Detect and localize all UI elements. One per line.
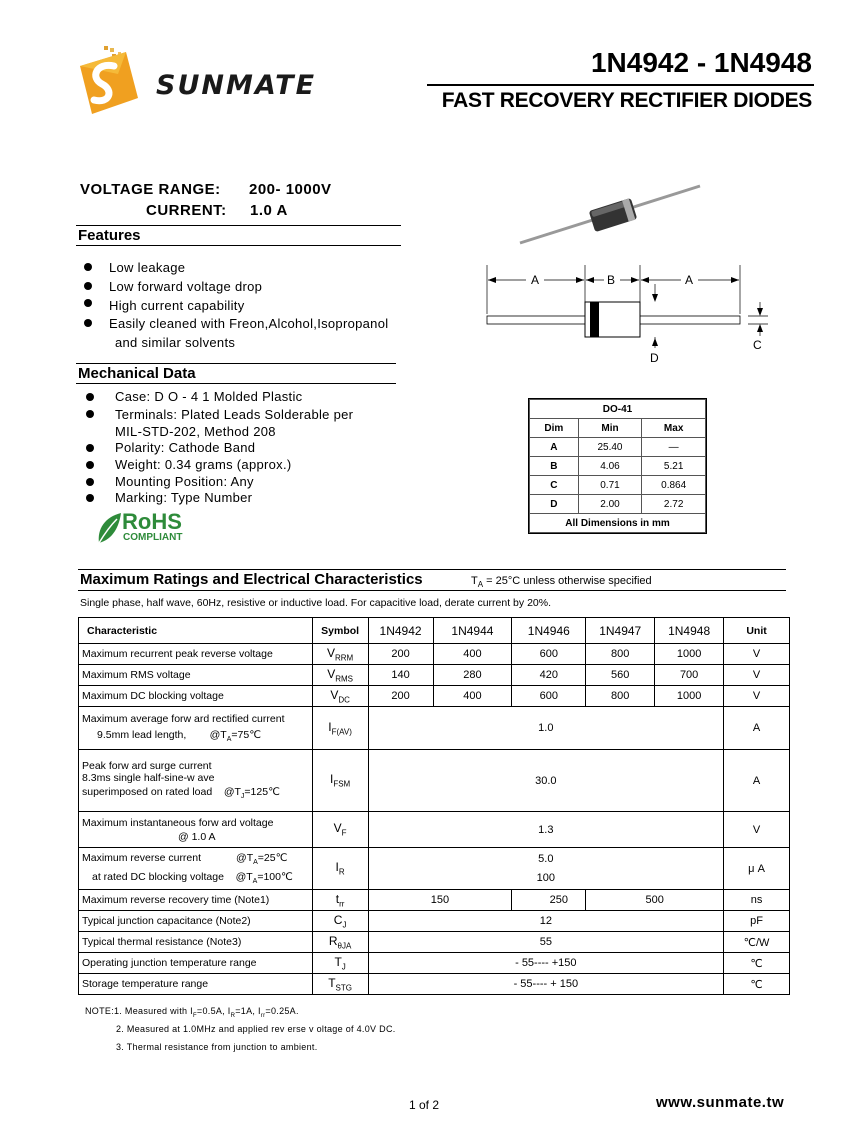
voltage-range-value: 200- 1000V: [249, 181, 332, 198]
mechanical-item: Mounting Position: Any: [115, 474, 254, 489]
ratings-rule: [78, 590, 786, 591]
dim-label-a2: A: [685, 273, 694, 287]
brand-logo: [66, 44, 336, 124]
ratings-condition: $T_A = 25^\circ C$ unless otherwise specified: [471, 575, 652, 590]
voltage-range-label: VOLTAGE RANGE:: [80, 181, 221, 198]
feature-item: High current capability: [109, 298, 245, 313]
dimension-diagram: [478, 262, 778, 372]
symbol-tj: $T_J$: [312, 953, 368, 974]
mechanical-item: Weight: 0.34 grams (approx.): [115, 457, 292, 472]
table-row: Maximum average forw ard rectified current 9.5mm lead length, $@T_A=75℃$ $I_{F(AV)}$ 1.0 A: [79, 707, 790, 750]
current-label: CURRENT:: [146, 202, 227, 219]
features-heading: Features: [78, 227, 141, 244]
table-row: Maximum reverse current $@T_A=25℃$ at rated DC blocking voltage $@T_A=100℃$ $I_R$ 5.0 100 μ A: [79, 848, 790, 890]
symbol-ifav: $I_{F(AV)}$: [312, 707, 368, 750]
dim-label-a: A: [531, 273, 540, 287]
bullet-icon: [84, 263, 92, 271]
bullet-icon: [86, 461, 94, 469]
part-number-title: 1N4942 - 1N4948: [590, 47, 812, 78]
symbol-vrrm: $V_{RRM}$: [312, 644, 368, 665]
mechanical-top-rule: [76, 363, 396, 364]
logo-mark-icon: [66, 44, 146, 124]
current-value: 1.0 A: [250, 202, 288, 219]
table-row: Operating junction temperature range $T_J$ - 55---- +150 ℃: [79, 953, 790, 974]
ratings-top-rule: [78, 569, 786, 570]
product-subtitle: FAST RECOVERY RECTIFIER DIODES: [441, 89, 812, 112]
ratings-table: [78, 617, 790, 995]
col-symbol: Symbol: [312, 618, 368, 644]
col-unit: Unit: [724, 618, 790, 644]
features-rule: [76, 245, 401, 246]
mechanical-item: Polarity: Cathode Band: [115, 440, 256, 455]
bullet-icon: [86, 393, 94, 401]
col-part: 1N4947: [586, 618, 655, 644]
brand-name: SUNMATE: [156, 70, 317, 101]
symbol-cj: $C_J$: [312, 911, 368, 932]
dim-col-header: Dim: [530, 419, 579, 438]
dim-label-b: B: [607, 273, 616, 287]
col-part: 1N4942: [368, 618, 433, 644]
symbol-ifsm: $I_{FSM}$: [312, 750, 368, 812]
table-row: Maximum instantaneous forw ard voltage @ 1.0 A $V_F$ 1.3 V: [79, 812, 790, 848]
symbol-vdc: $V_{DC}$: [312, 686, 368, 707]
rohs-badge: [95, 509, 205, 547]
mechanical-rule: [76, 383, 396, 384]
symbol-ir: $I_R$: [312, 848, 368, 890]
rohs-compliant-label: COMPLIANT: [123, 532, 183, 543]
table-row: Typical thermal resistance (Note3) $R_{\theta JA}$ 55 ℃/W: [79, 932, 790, 953]
mechanical-item: Marking: Type Number: [115, 490, 253, 505]
bullet-icon: [86, 410, 94, 418]
symbol-vf: $V_F$: [312, 812, 368, 848]
col-part: 1N4948: [655, 618, 724, 644]
symbol-rth: $R_{\theta JA}$: [312, 932, 368, 953]
website-link[interactable]: www.sunmate.tw: [656, 1094, 785, 1111]
feature-item: Easily cleaned with Freon,Alcohol,Isopropanol: [109, 316, 389, 331]
symbol-trr: $t_{rr}$: [312, 890, 368, 911]
bullet-icon: [84, 319, 92, 327]
dim-label-d: D: [650, 351, 659, 365]
col-part: 1N4944: [433, 618, 512, 644]
bullet-icon: [84, 282, 92, 290]
dim-col-header: Min: [578, 419, 642, 438]
note-2: 2. Measured at 1.0MHz and applied rev erse v oltage of 4.0V DC.: [116, 1024, 396, 1034]
bullet-icon: [86, 494, 94, 502]
dim-col-header: Max: [642, 419, 706, 438]
table-row: B 4.06 5.21: [530, 457, 706, 476]
header-rule: [427, 84, 814, 86]
bullet-icon: [84, 299, 92, 307]
mechanical-item: Case: D O - 4 1 Molded Plastic: [115, 389, 303, 404]
table-row: D 2.00 2.72: [530, 495, 706, 514]
bullet-icon: [86, 444, 94, 452]
spec-rule: [76, 225, 401, 226]
feature-item: Low forward voltage drop: [109, 279, 263, 294]
table-row: Maximum reverse recovery time (Note1) $t_{rr}$ 150 250 500 ns: [79, 890, 790, 911]
note-1: NOTE:1. Measured with $I_F=0.5A$, $I_R=1A$, $I_{rr}=0.25A$.: [85, 1006, 299, 1019]
ratings-note: Single phase, half wave, 60Hz, resistive or inductive load. For capacitive load, derate current by 20%.: [80, 597, 551, 609]
feature-item: Low leakage: [109, 260, 186, 275]
table-row: Maximum recurrent peak reverse voltage $V_{RRM}$ 200 400 600 800 1000 V: [79, 644, 790, 665]
bullet-icon: [86, 478, 94, 486]
dim-table-footer: All Dimensions in mm: [530, 514, 706, 533]
ratings-heading: Maximum Ratings and Electrical Characteristics: [80, 571, 423, 588]
mechanical-item-continuation: MIL-STD-202, Method 208: [115, 424, 276, 439]
table-row: Maximum DC blocking voltage $V_{DC}$ 200 400 600 800 1000 V: [79, 686, 790, 707]
dim-label-c: C: [753, 338, 762, 352]
diode-photo-icon: [515, 180, 715, 250]
feature-item-continuation: and similar solvents: [115, 335, 236, 350]
note-3: 3. Thermal resistance from junction to ambient.: [116, 1042, 318, 1052]
table-row: Storage temperature range $T_{STG}$ - 55---- + 150 ℃: [79, 974, 790, 995]
dimension-table: [528, 398, 707, 534]
mechanical-heading: Mechanical Data: [78, 365, 196, 382]
table-header-row: [79, 618, 790, 644]
dim-table-title: DO-41: [530, 400, 706, 419]
rohs-label: RoHS: [122, 509, 182, 534]
table-row: Peak forw ard surge current 8.3ms single half-sine-w ave superimposed on rated load $@T_J=125℃$ $I_{FSM}$ 30.0 A: [79, 750, 790, 812]
table-row: Maximum RMS voltage $V_{RMS}$ 140 280 420 560 700 V: [79, 665, 790, 686]
table-row: A 25.40 —: [530, 438, 706, 457]
table-row: Typical junction capacitance (Note2) $C_J$ 12 pF: [79, 911, 790, 932]
leaf-icon: [95, 511, 123, 545]
symbol-vrms: $V_{RMS}$: [312, 665, 368, 686]
symbol-tstg: $T_{STG}$: [312, 974, 368, 995]
col-characteristic: Characteristic: [79, 618, 313, 644]
col-part: 1N4946: [512, 618, 586, 644]
mechanical-item: Terminals: Plated Leads Solderable per: [115, 407, 354, 422]
table-row: C 0.71 0.864: [530, 476, 706, 495]
page-number: 1 of 2: [409, 1098, 440, 1112]
